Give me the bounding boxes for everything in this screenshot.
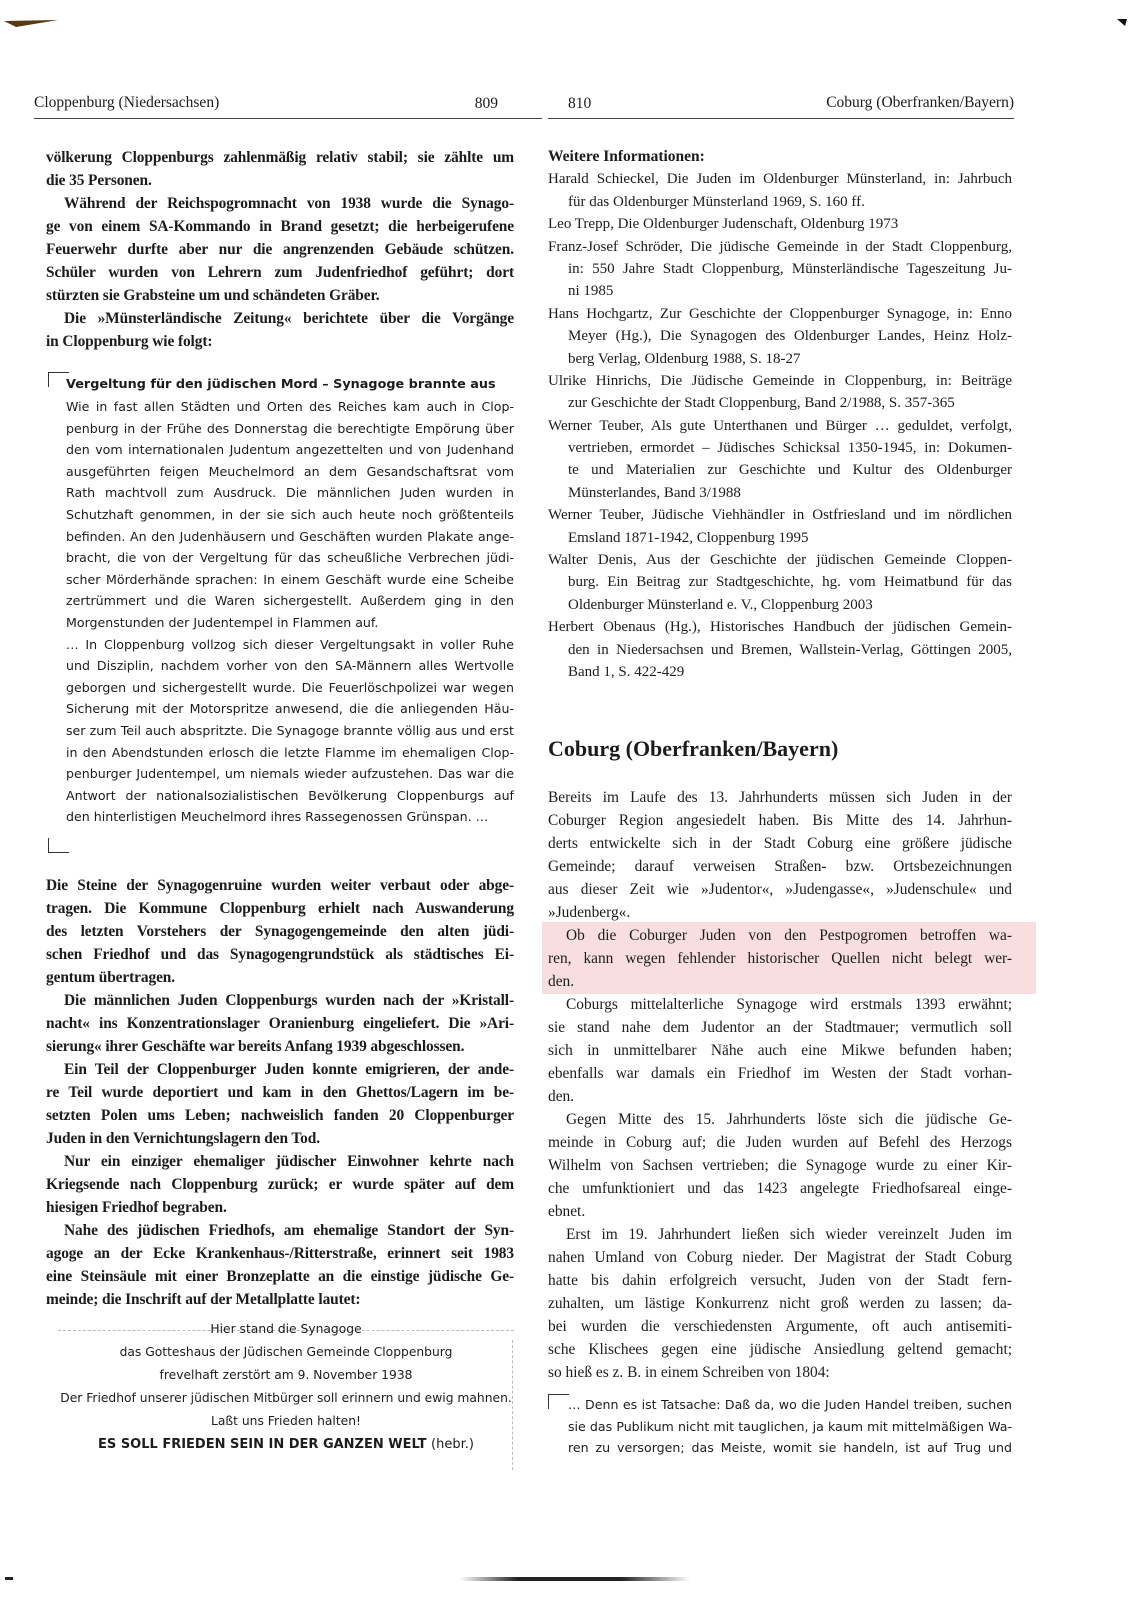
text-line: Ein Teil der Cloppenburger Juden konnte emigrieren, der ande-: [64, 1061, 514, 1078]
left-running-head: Cloppenburg (Niedersachsen): [34, 94, 220, 111]
reference-line: Leo Trepp, Die Oldenburger Judenschaft, Oldenburg 1973: [548, 216, 899, 233]
quote-line: geborgen und sichergestellt wurde. Die Feuerlöschpolizei war wegen: [66, 679, 514, 695]
reference-line: ni 1985: [568, 283, 614, 300]
left-top-paragraphs: [46, 146, 514, 353]
text-line: Wilhelm von Sachsen vertrieben; die Synagoge wurde zu einer Kir-: [548, 1157, 1012, 1174]
reference-line: den in Niedersachsen und Bremen, Wallstein-Verlag, Göttingen 2005,: [568, 641, 1012, 658]
right-running-header: [548, 92, 1014, 119]
left-page-number: 809: [474, 95, 498, 112]
text-line: sie stand nahe dem Judentor an der Stadtmauer; vermutlich soll: [548, 1019, 1012, 1036]
text-line: aus dieser Zeit wie »Judentor«, »Judengasse«, »Judenschule« und: [548, 881, 1012, 898]
quote-line: Schutzhaft genommen, in der sie sich auch heute noch größtenteils: [66, 506, 514, 522]
plaque-line: frevelhaft zerstört am 9. November 1938: [159, 1368, 413, 1382]
text-line: Die »Münsterländische Zeitung« berichtete über die Vorgänge: [64, 310, 514, 327]
text-line: ebenfalls war damals ein Friedhof im Westen der Stadt vorhan-: [548, 1065, 1012, 1082]
text-line: des letzten Vorstehers der Synagogengemeinde den alten jüdi-: [46, 923, 514, 940]
text-line: hiesigen Friedhof begraben.: [46, 1199, 227, 1216]
plaque-line: Laßt uns Frieden halten!: [211, 1414, 361, 1428]
plaque-line: Hier stand die Synagoge: [210, 1322, 362, 1336]
scan-mark-bottom-left: [5, 1577, 13, 1580]
text-line: Nahe des jüdischen Friedhofs, am ehemalige Standort der Syn-: [64, 1222, 514, 1239]
text-line: die 35 Personen.: [46, 172, 152, 189]
text-line: Juden in den Vernichtungslagern den Tod.: [46, 1130, 320, 1147]
text-line: gentum übertragen.: [46, 969, 176, 986]
plaque-note: (hebr.): [431, 1437, 474, 1452]
plaque-line: das Gotteshaus der Jüdischen Gemeinde Cloppenburg: [119, 1345, 453, 1359]
text-line: hatte bis dahin erfolgreich versucht, Juden von der Stadt fern-: [548, 1272, 1012, 1289]
text-line: Die Steine der Synagogenruine wurden weiter verbaut oder abge-: [46, 877, 514, 894]
quote-line: ser zum Teil auch abspritzte. Die Synagoge brannte völlig aus und erst: [66, 722, 514, 738]
quote-title: Vergeltung für den jüdischen Mord – Synagoge brannte aus: [66, 377, 496, 392]
section-title: Coburg (Oberfranken/Bayern): [548, 736, 839, 761]
quote-line: ausgeführten feigen Meuchelmord an dem Gesandschaftsrat vom: [66, 463, 514, 479]
text-line: Schüler wurden von Lehrern zum Judenfriedhof geführt; dort: [46, 264, 514, 281]
reference-line: Werner Teuber, Jüdische Viehhändler in Ostfriesland und im nördlichen: [548, 507, 1012, 524]
text-line: stürzten sie Grabsteine um und schändeten Gräber.: [46, 287, 380, 304]
letter-quote-1804: [568, 1394, 1012, 1459]
coburg-body: [548, 786, 1012, 1384]
quote-line: bracht, die von der Vergeltung für das scheußliche Verbrechen jüdi-: [66, 550, 514, 566]
reference-entry: [548, 504, 1012, 549]
text-line: eine Steinsäule mit einer Bronzeplatte an die einstige jüdische Ge-: [46, 1268, 514, 1285]
text-line: Feuerwehr durfte aber nur die angrenzenden Gebäude schützen.: [46, 241, 514, 258]
text-line: Die männlichen Juden Cloppenburgs wurden nach der »Kristall-: [64, 992, 514, 1009]
text-line: nahen Umland von Coburg nieder. Der Magistrat der Stadt Coburg: [548, 1249, 1012, 1266]
reference-entry: [548, 616, 1012, 683]
reference-line: Oldenburger Münsterland e. V., Cloppenburg 2003: [568, 596, 873, 613]
reference-entry: [548, 549, 1012, 616]
reference-line: zur Geschichte der Stadt Cloppenburg, Band 2/1988, S. 357-365: [568, 395, 955, 412]
text-line: Gemeinde; darauf verweisen Straßen- bzw. Ortsbezeichnungen: [548, 858, 1012, 875]
text-line: Erst im 19. Jahrhundert ließen sich wieder vereinzelt Juden im: [566, 1226, 1012, 1243]
text-line: Nur ein einziger ehemaliger jüdischer Einwohner kehrte nach: [64, 1153, 514, 1170]
quote-line: … Denn es ist Tatsache: Daß da, wo die Juden Handel treiben, suchen: [568, 1397, 1012, 1412]
text-line: tragen. Die Kommune Cloppenburg erhielt nach Auswanderung: [46, 900, 514, 917]
further-information: [548, 146, 1012, 683]
right-running-head: Coburg (Oberfranken/Bayern): [826, 94, 1014, 111]
reference-line: Franz-Josef Schröder, Die jüdische Gemeinde in der Stadt Cloppenburg,: [548, 238, 1012, 255]
text-line: sierung« ihrer Geschäfte war bereits Anfang 1939 abgeschlossen.: [46, 1038, 465, 1055]
quote-line: … In Cloppenburg vollzog sich dieser Vergeltungsakt in voller Ruhe: [66, 636, 514, 652]
text-line: meinde in Coburg auf; die Juden wurden auf Befehl des Herzogs: [548, 1134, 1012, 1151]
text-line: Ob die Coburger Juden von den Pestpogromen betroffen wa-: [566, 927, 1012, 944]
text-line: re Teil wurde deportiert und kam in den Ghettos/Lagern im be-: [46, 1084, 514, 1101]
quote-line: Morgenstunden der Judentempel in Flammen auf.: [66, 614, 379, 630]
text-line: che umfunktioniert und das 1423 angelegte Friedhofsareal einge-: [548, 1180, 1012, 1197]
reference-line: Münsterlandes, Band 3/1988: [568, 484, 741, 501]
text-line: ren, kann wegen fehlender historischer Quellen nicht belegt wer-: [548, 950, 1012, 967]
quote-line: Sicherung mit der Motorspritze anwesend, die die anliegenden Häu-: [66, 701, 514, 717]
plaque-caps-line: [58, 1433, 514, 1456]
quote-line: zertrümmert und die Waren sichergestellt. Außerdem ging in den: [66, 593, 514, 609]
reference-line: Band 1, S. 422-429: [568, 663, 685, 680]
quote-line: sie das Publikum nicht mit tauglichen, ja kaum mit mittelmäßigen Wa-: [568, 1418, 1012, 1434]
scan-mark-bottom: [460, 1577, 690, 1581]
further-info-heading: Weitere Informationen:: [548, 148, 705, 165]
memorial-plaque-inscription: [58, 1318, 514, 1468]
text-line: ebnet.: [548, 1203, 586, 1220]
right-page-number: 810: [568, 95, 592, 112]
reference-line: für das Oldenburger Münsterland 1969, S. 160 ff.: [568, 193, 865, 210]
reference-entry: [548, 213, 1012, 235]
reference-line: in: 550 Jahre Stadt Cloppenburg, Münsterländische Tageszeitung Ju-: [568, 260, 1012, 277]
left-bottom-paragraphs: [46, 874, 514, 1311]
quote-line: befinden. An den Judenhäusern und Geschäften wurden Plakate ange-: [66, 528, 514, 544]
text-line: ge von einem SA-Kommando in Brand gesetzt; die herbeigerufene: [46, 218, 514, 235]
text-line: so hieß es z. B. in einem Schreiben von 1804:: [548, 1364, 830, 1381]
text-line: bei wurden die verschiedensten Argumente, oft auch antisemiti-: [548, 1318, 1012, 1335]
reference-entry: [548, 415, 1012, 505]
reference-line: te und Materialien zur Geschichte und Kultur des Oldenburger: [568, 462, 1012, 479]
reference-line: Emsland 1871-1942, Cloppenburg 1995: [568, 529, 809, 546]
text-line: agoge an der Ecke Krankenhaus-/Ritterstraße, erinnert seit 1983: [46, 1245, 514, 1262]
text-line: sche Klischees gegen eine jüdische Ansiedlung geltend gemacht;: [548, 1341, 1012, 1358]
reference-line: Harald Schieckel, Die Juden im Oldenburger Münsterland, in: Jahrbuch: [548, 171, 1012, 188]
reference-line: burg. Ein Beitrag zur Stadtgeschichte, hg. vom Heimatbund für das: [568, 574, 1012, 591]
quote-line: ren zu versorgen; das Meiste, womit sie handeln, ist auf Trug und: [568, 1440, 1012, 1456]
reference-entry: [548, 303, 1012, 370]
reference-line: berg Verlag, Oldenburg 1988, S. 18-27: [568, 350, 801, 367]
text-line: Coburgs mittelalterliche Synagoge wird erstmals 1393 erwähnt;: [566, 996, 1012, 1013]
text-line: meinde; die Inschrift auf der Metallplatte lautet:: [46, 1291, 361, 1308]
text-line: in Cloppenburg wie folgt:: [46, 333, 213, 350]
scan-mark-top-left: [2, 18, 60, 28]
text-line: völkerung Cloppenburgs zahlenmäßig relativ stabil; sie zählte um: [46, 149, 514, 166]
text-line: setzten Polen ums Leben; nachweislich fanden 20 Cloppenburger: [46, 1107, 514, 1124]
quote-bracket-bottom: [48, 838, 69, 853]
scan-mark-top-right: [1117, 18, 1127, 28]
reference-line: vertrieben, ermordet – Jüdisches Schicksal 1350-1945, in: Dokumen-: [568, 440, 1012, 457]
text-line: »Judenberg«.: [548, 904, 631, 921]
reference-line: Werner Teuber, Als gute Unterthanen und Bürger … geduldet, verfolgt,: [548, 417, 1012, 434]
text-line: Kriegsende nach Cloppenburg zurück; er wurde später auf dem: [46, 1176, 514, 1193]
quote-line: scher Mörderhände sprachen: In einem Geschäft wurde eine Scheibe: [66, 571, 514, 587]
reference-entry: [548, 236, 1012, 303]
quote-line: penburg in der Frühe des Donnerstag die berechtigte Empörung über: [66, 420, 514, 436]
quote-line: Rath machtvoll zum Ausdruck. Die männlichen Juden wurden in: [66, 485, 514, 501]
quote-line: Wie in fast allen Städten und Orten des Reiches kam auch in Clop-: [66, 399, 514, 414]
text-line: nacht« ins Konzentrationslager Oranienburg eingeliefert. Die »Ari-: [46, 1015, 514, 1032]
text-line: zuhalten, um lästige Konkurrenz nicht groß werden zu lassen; da-: [548, 1295, 1012, 1312]
reference-line: Walter Denis, Aus der Geschichte der jüdischen Gemeinde Cloppen-: [548, 552, 1012, 569]
quote-line: Antwort der nationalsozialistischen Bevölkerung Cloppenburgs auf: [66, 787, 514, 803]
quote-bracket-top-right: [548, 1394, 569, 1409]
reference-line: Meyer (Hg.), Die Synagogen des Oldenburger Landes, Heinz Holz-: [568, 328, 1012, 345]
quote-line: in den Abendstunden erlosch die letzte Flamme im ehemaligen Clop-: [66, 744, 514, 760]
plaque-line: Der Friedhof unserer jüdischen Mitbürger soll erinnern und ewig mahnen.: [60, 1391, 512, 1405]
newspaper-quote: [66, 374, 514, 828]
quote-line: den vom internationalen Judentum angezettelten und von Judenhand: [66, 442, 514, 458]
quote-line: den hinterlistigen Meuchelmord ihres Rassegenossen Grünspan. …: [66, 809, 489, 825]
text-line: sich in unmittelbarer Nähe auch eine Mikwe befunden haben;: [548, 1042, 1012, 1059]
quote-line: und Disziplin, nachdem vorher von den SA-Männern alles Wertvolle: [66, 658, 514, 674]
text-line: schen Friedhof und das Synagogengrundstück als städtisches Ei-: [46, 946, 514, 963]
text-line: Gegen Mitte des 15. Jahrhunderts löste sich die jüdische Ge-: [566, 1111, 1012, 1128]
reference-entry: [548, 370, 1012, 415]
text-line: Coburger Region angesiedelt haben. Bis Mitte des 14. Jahrhun-: [548, 812, 1012, 829]
text-line: Bereits im Laufe des 13. Jahrhunderts müssen sich Juden in der: [548, 789, 1012, 806]
reference-entry: [548, 168, 1012, 213]
reference-line: Hans Hochgartz, Zur Geschichte der Cloppenburger Synagoge, in: Enno: [548, 305, 1012, 322]
text-line: derts entwickelte sich in der Stadt Coburg eine größere jüdische: [548, 835, 1012, 852]
left-running-header: [34, 92, 542, 119]
text-line: Während der Reichspogromnacht von 1938 wurde die Synago-: [64, 195, 514, 212]
reference-line: Ulrike Hinrichs, Die Jüdische Gemeinde in Cloppenburg, in: Beiträge: [548, 372, 1012, 389]
text-line: den.: [548, 973, 575, 990]
reference-line: Herbert Obenaus (Hg.), Historisches Handbuch der jüdischen Gemein-: [548, 619, 1012, 636]
text-line: den.: [548, 1088, 575, 1105]
quote-line: penburger Judentempel, um niemals wieder aufzustehen. Das war die: [66, 766, 514, 782]
plaque-caps-text: ES SOLL FRIEDEN SEIN IN DER GANZEN WELT: [98, 1437, 427, 1452]
